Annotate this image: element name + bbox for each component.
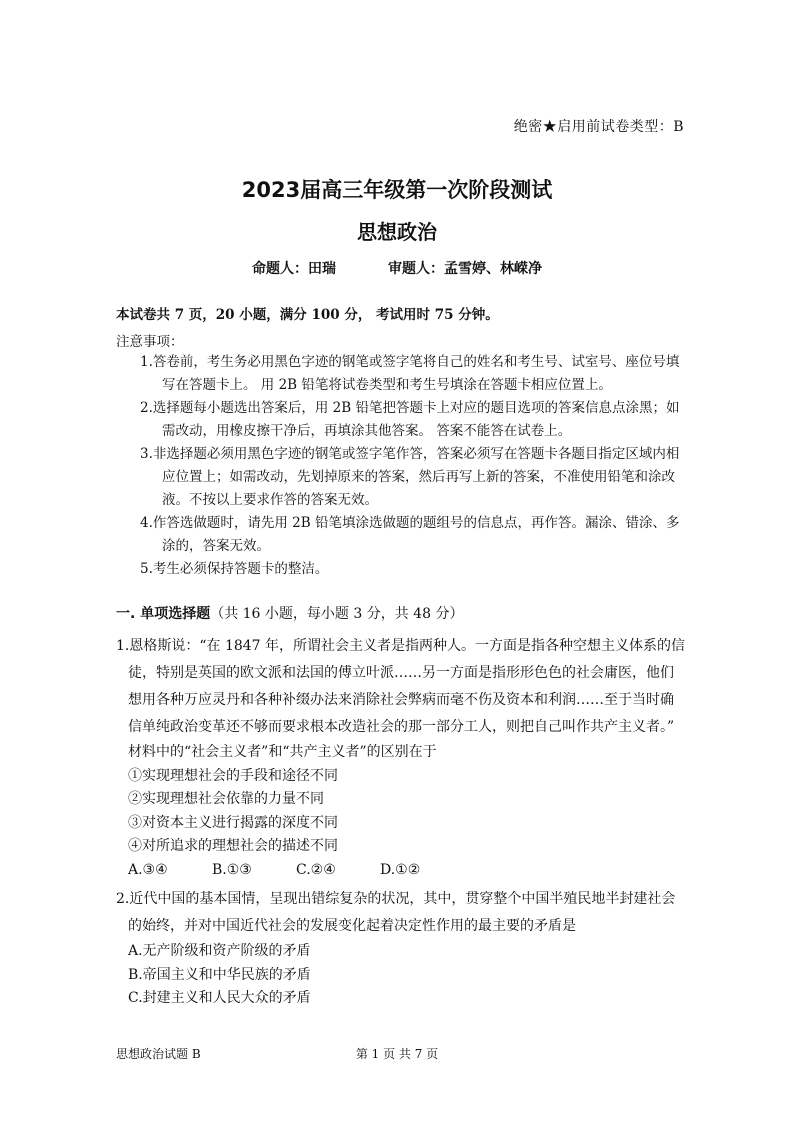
notice-item: 5.考生必须保持答题卡的整洁。 (140, 561, 329, 577)
exam-info: 本试卷共 7 页，20 小题，满分 100 分， 考试用时 75 分钟。 (116, 307, 499, 323)
notice-item: 3.非选择题必须用黑色字迹的钢笔或签字笔作答，答案必须写在答题卡各题目指定区域内相应位置上；如需改动，先划掉原来的答案，然后再写上新的答案，不准使用铅笔和涂改液。不按以上要求作答的答案无效。 (140, 446, 680, 508)
setter-name: 命题人：田瑞 (252, 261, 336, 277)
notice-list (140, 351, 685, 581)
question-stem: 2.近代中国的基本国情，呈现出错综复杂的状况，其中，贯穿整个中国半殖民地半封建社会的始终，并对中国近代社会的发展变化起着决定性作用的最主要的矛盾是 (116, 891, 676, 934)
option-1: ①实现理想社会的手段和途径不同 (128, 767, 338, 784)
question-1 (116, 633, 686, 882)
option-2: ②实现理想社会依靠的力量不同 (128, 791, 324, 807)
option-4: ④对所追求的理想社会的描述不同 (128, 838, 338, 854)
choice-b: B.帝国主义和中华民族的矛盾 (128, 966, 311, 983)
question-body (116, 741, 686, 882)
reviewer-names: 审题人：孟雪婷、林嵘净 (388, 261, 542, 277)
page-title: 2023届高三年级第一次阶段测试 (241, 178, 553, 202)
choice-d: D.①② (380, 861, 421, 878)
notice-item: 4.作答选做题时，请先用 2B 铅笔填涂选做题的题组号的信息点，再作答。漏涂、错涂、多涂的，答案无效。 (140, 515, 680, 554)
notice-item: 1.答卷前，考生务必用黑色字迹的钢笔或签字笔将自己的姓名和考生号、试室号、座位号填写在答题卡上。 用 2B 铅笔将试卷类型和考生号填涂在答题卡相应位置上。 (140, 354, 680, 393)
answer-choices (128, 859, 686, 883)
option-3: ③对资本主义进行揭露的深度不同 (128, 814, 338, 831)
section-heading (116, 603, 463, 623)
authors-line (0, 258, 794, 278)
footer-subject: 思想政治试题 B (116, 1047, 201, 1061)
question-stem: 1.恩格斯说：“在 1847 年，所谓社会主义者是指两种人。一方面是指各种空想主义体系的信徒，特别是英国的欧文派和法国的傅立叶派……另一方面是指形形色色的社会庸医，他们想用各种万应灵丹和各种补缀办法来消除社会弊病而毫不伤及资本和利润……至于当时确信单纯政治变革还不够而要求根本改造社会的那一部分工人，则把自己叫作共产主义者。” (116, 638, 686, 735)
question-prompt: 材料中的“社会主义者”和“共产主义者”的区别在于 (128, 744, 437, 760)
question-body (116, 940, 686, 1011)
choice-b: B.①③ (212, 861, 252, 878)
notice-heading: 注意事项： (116, 334, 184, 350)
choice-a: A.③④ (128, 861, 168, 878)
confidential-label: 绝密★启用前试卷类型：B (513, 119, 684, 135)
section-label: 一. 单项选择题 (116, 606, 211, 622)
notice-item: 2.选择题每小题选出答案后，用 2B 铅笔把答题卡上对应的题目选项的答案信息点涂黑；如需改动，用橡皮擦干净后，再填涂其他答案。 答案不能答在试卷上。 (140, 400, 680, 439)
question-2 (116, 886, 686, 1011)
page-number: 第 1 页 共 7 页 (355, 1047, 439, 1061)
choice-c: C.②④ (296, 861, 336, 878)
section-detail: （共 16 小题，每小题 3 分，共 48 分） (210, 606, 464, 622)
choice-c: C.封建主义和人民大众的矛盾 (128, 990, 311, 1006)
subject-title: 思想政治 (357, 220, 437, 244)
choice-a: A.无产阶级和资产阶级的矛盾 (128, 943, 311, 959)
